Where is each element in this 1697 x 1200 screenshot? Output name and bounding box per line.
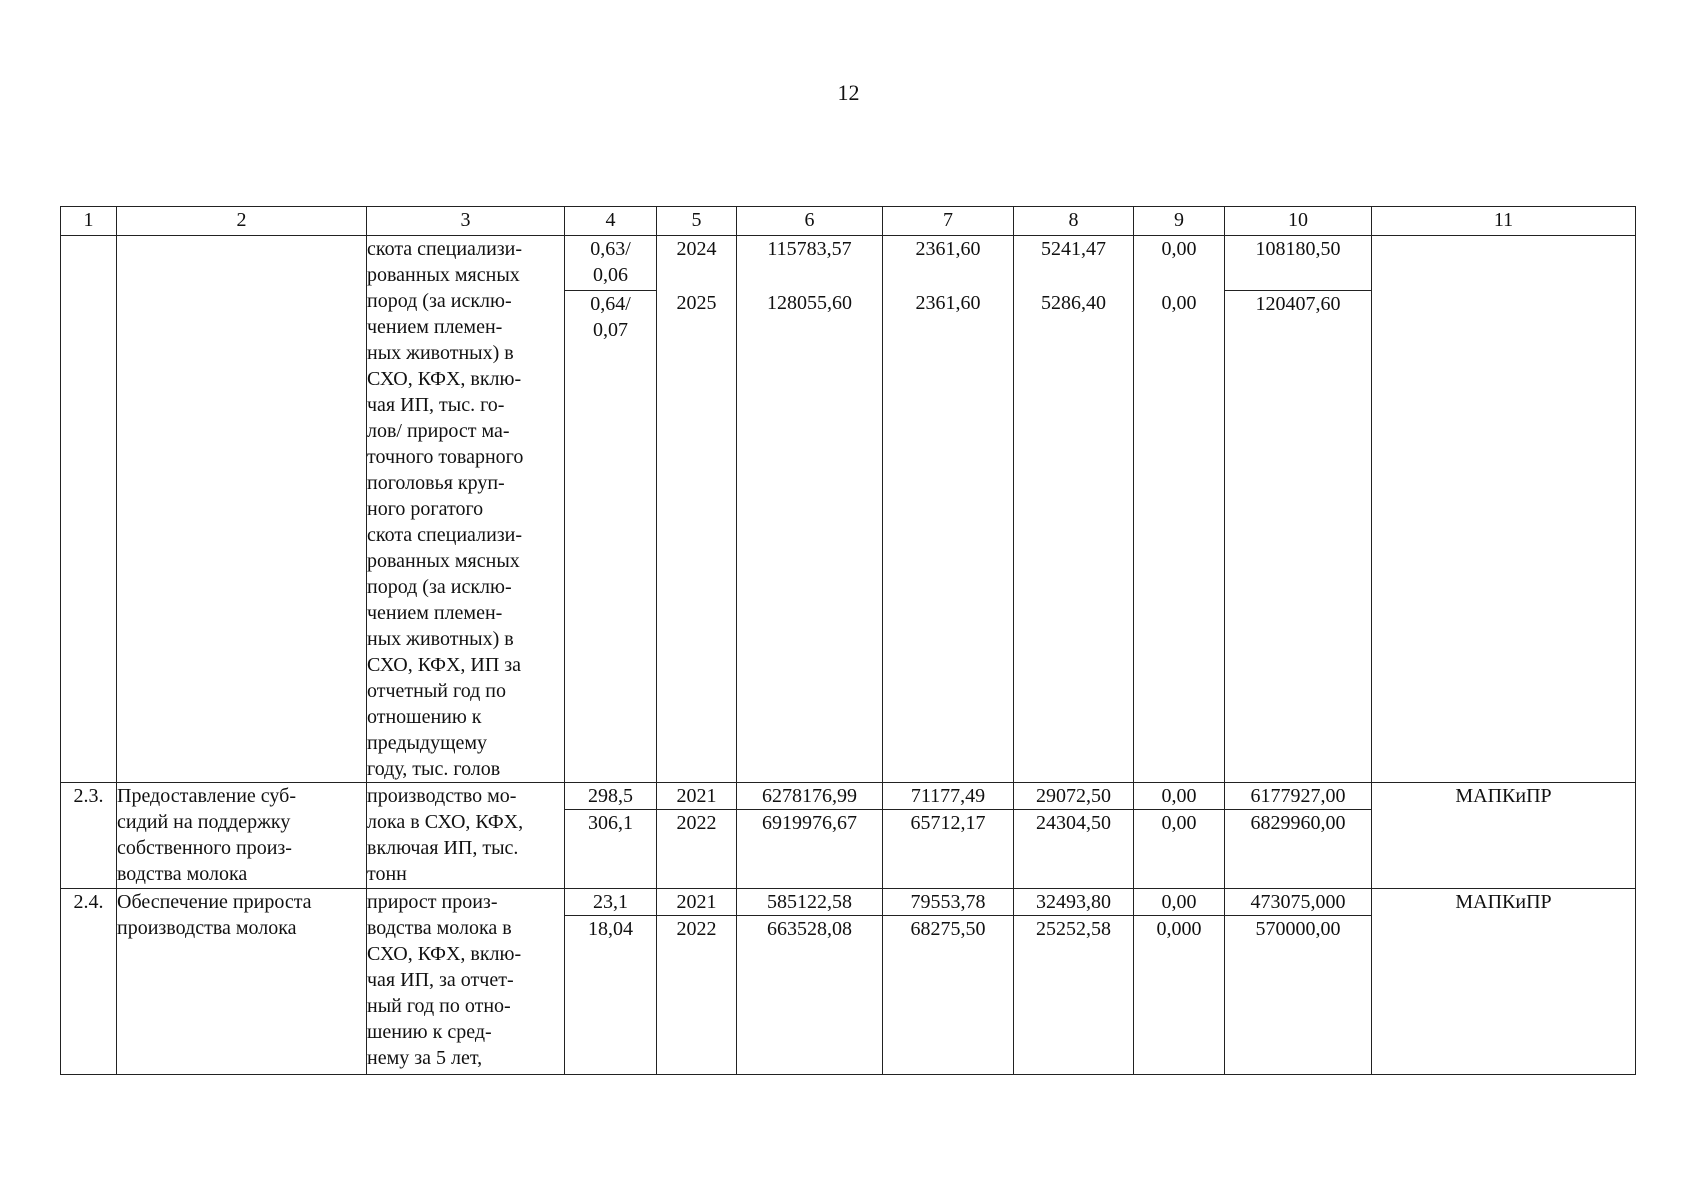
indicator-line: лов/ прирост ма- [367, 420, 510, 442]
col-header-3: 3 [367, 207, 565, 236]
c9-cell [1134, 889, 1225, 1075]
indicator-line: чая ИП, тыс. го- [367, 394, 505, 416]
executor-cell: МАПКиПР [1372, 783, 1636, 889]
indicator-line: чением племен- [367, 316, 503, 338]
continuation-row [61, 236, 1636, 783]
c7-cell [883, 889, 1014, 1075]
year-value: 2025 [676, 292, 717, 314]
cont-name-cell [117, 236, 367, 783]
total-value: 115783,57 [767, 238, 852, 260]
regional-value: 5286,40 [1041, 292, 1106, 314]
indicator-line: тонн [367, 863, 407, 885]
value-line: 23,1 [593, 891, 628, 913]
c7-cell [883, 783, 1014, 889]
cont-c6-cell [737, 236, 883, 783]
c8-cell [1014, 783, 1134, 889]
total-value: 128055,60 [767, 292, 852, 314]
total-value: 6919976,67 [762, 812, 857, 834]
measure-name-line: Обеспечение прироста [117, 891, 312, 913]
c8-cell [1014, 889, 1134, 1075]
extrabudget-value: 473075,000 [1250, 891, 1346, 913]
regional-value: 29072,50 [1036, 785, 1111, 807]
cont-c7-cell [883, 236, 1014, 783]
local-value: 0,00 [1161, 785, 1197, 807]
indicator-line: водства молока в [367, 917, 512, 939]
table-row [61, 783, 1636, 889]
measure-name-cell [117, 783, 367, 889]
indicator-line: отчетный год по [367, 680, 507, 702]
cont-c8-cell [1014, 236, 1134, 783]
measure-name-line: сидий на поддержку [117, 811, 291, 833]
extrabudget-value: 570000,00 [1255, 918, 1341, 940]
measure-name-line: водства молока [117, 863, 248, 885]
indicator-line: году, тыс. голов [367, 758, 501, 780]
indicator-line: скота специализи- [367, 524, 523, 546]
c6-cell [737, 889, 883, 1075]
federal-value: 65712,17 [910, 812, 986, 834]
indicator-line: производство мо- [367, 785, 517, 807]
indicator-line: СХО, КФХ, вклю- [367, 943, 522, 965]
indicator-line: СХО, КФХ, ИП за [367, 654, 522, 676]
extrabudget-value: 6829960,00 [1250, 812, 1346, 834]
local-value: 0,00 [1161, 292, 1197, 314]
extrabudget-value: 120407,60 [1255, 293, 1341, 315]
c10-cell [1225, 783, 1372, 889]
indicator-line: отношению к [367, 706, 482, 728]
c10-cell [1225, 889, 1372, 1075]
col-header-5: 5 [657, 207, 737, 236]
indicator-line: ных животных) в [367, 342, 514, 364]
cont-indicator-cell [367, 236, 565, 783]
value-line: 0,64/ [590, 293, 631, 315]
total-value: 6278176,99 [762, 785, 857, 807]
measure-name-line: Предоставление суб- [117, 785, 296, 807]
total-value: 585122,58 [767, 891, 852, 913]
year-value: 2021 [676, 785, 717, 807]
year-cell [657, 783, 737, 889]
year-cell [657, 889, 737, 1075]
local-value: 0,00 [1161, 812, 1197, 834]
regional-value: 5241,47 [1041, 238, 1106, 260]
program-table [60, 206, 1636, 1075]
extrabudget-value: 108180,50 [1255, 238, 1341, 260]
regional-value: 32493,80 [1036, 891, 1111, 913]
cont-c9-cell [1134, 236, 1225, 783]
local-value: 0,00 [1161, 891, 1197, 913]
value-line: 0,07 [593, 319, 628, 341]
value-cell [565, 783, 657, 889]
indicator-line: ный год по отно- [367, 995, 511, 1017]
indicator-line: пород (за исклю- [367, 576, 512, 598]
executor-cell: МАПКиПР [1372, 889, 1636, 1075]
indicator-line: предыдущему [367, 732, 488, 754]
header-row [61, 207, 1636, 236]
page-number: 12 [837, 80, 860, 105]
indicator-cell [367, 783, 565, 889]
measure-name-cell [117, 889, 367, 1075]
measure-name-line: производства молока [117, 917, 297, 939]
regional-value: 24304,50 [1036, 812, 1111, 834]
indicator-line: рованных мясных [367, 550, 520, 572]
table-row [61, 889, 1636, 1075]
value-line: 298,5 [588, 785, 633, 807]
value-cell [565, 889, 657, 1075]
indicator-line: прирост произ- [367, 891, 498, 913]
c9-cell [1134, 783, 1225, 889]
value-line: 0,63/ [590, 238, 631, 260]
federal-value: 2361,60 [915, 292, 981, 314]
cont-executor-cell [1372, 236, 1636, 783]
indicator-line: нему за 5 лет, [367, 1047, 483, 1069]
indicator-line: поголовья круп- [367, 472, 505, 494]
federal-value: 2361,60 [915, 238, 981, 260]
indicator-line: рованных мясных [367, 264, 520, 286]
indicator-line: лока в СХО, КФХ, [367, 811, 524, 833]
col-header-10: 10 [1225, 207, 1372, 236]
federal-value: 79553,78 [910, 891, 986, 913]
col-header-6: 6 [737, 207, 883, 236]
regional-value: 25252,58 [1036, 918, 1111, 940]
col-header-9: 9 [1134, 207, 1225, 236]
indicator-line: ного рогатого [367, 498, 484, 520]
value-line: 0,06 [593, 264, 628, 286]
col-header-7: 7 [883, 207, 1014, 236]
col-header-11: 11 [1372, 207, 1636, 236]
cont-c10-cell [1225, 236, 1372, 783]
year-value: 2021 [676, 891, 717, 913]
cont-year-cell [657, 236, 737, 783]
col-header-1: 1 [61, 207, 117, 236]
row-number: 2.4. [61, 889, 117, 1075]
indicator-line: чением племен- [367, 602, 503, 624]
total-value: 663528,08 [767, 918, 852, 940]
indicator-line: СХО, КФХ, вклю- [367, 368, 522, 390]
measure-name-line: собственного произ- [117, 837, 292, 859]
federal-value: 68275,50 [910, 918, 986, 940]
local-value: 0,00 [1161, 238, 1197, 260]
indicator-cell [367, 889, 565, 1075]
indicator-line: точного товарного [367, 446, 524, 468]
indicator-line: пород (за исклю- [367, 290, 512, 312]
indicator-line: шению к сред- [367, 1021, 492, 1043]
value-line: 306,1 [588, 812, 633, 834]
value-line: 18,04 [588, 918, 633, 940]
cont-value-cell [565, 236, 657, 783]
indicator-line: чая ИП, за отчет- [367, 969, 514, 991]
c6-cell [737, 783, 883, 889]
col-header-2: 2 [117, 207, 367, 236]
extrabudget-value: 6177927,00 [1250, 785, 1346, 807]
year-value: 2022 [676, 918, 717, 940]
local-value: 0,000 [1156, 918, 1202, 940]
federal-value: 71177,49 [910, 785, 986, 807]
cont-num-cell [61, 236, 117, 783]
indicator-line: ных животных) в [367, 628, 514, 650]
col-header-8: 8 [1014, 207, 1134, 236]
indicator-line: скота специализи- [367, 238, 523, 260]
indicator-line: включая ИП, тыс. [367, 837, 519, 859]
year-value: 2022 [676, 812, 717, 834]
row-number: 2.3. [61, 783, 117, 889]
col-header-4: 4 [565, 207, 657, 236]
year-value: 2024 [676, 238, 717, 260]
